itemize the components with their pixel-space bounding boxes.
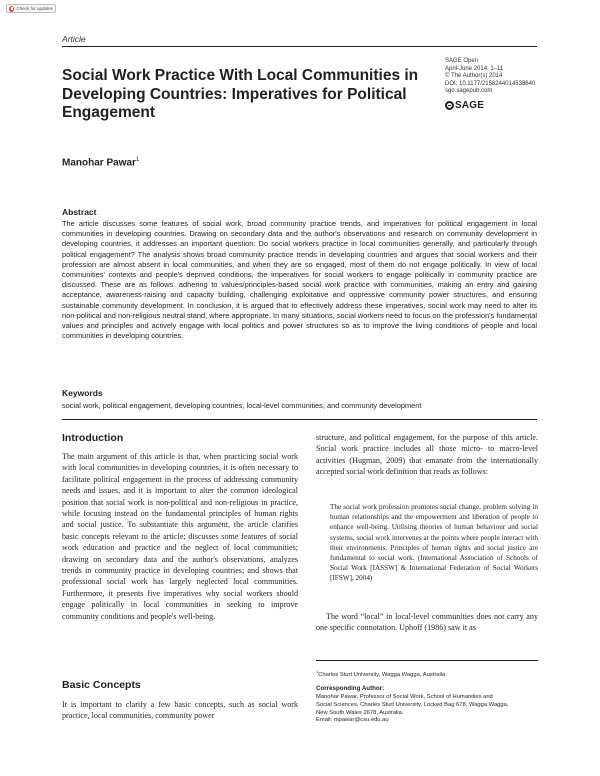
block-quote: The social work profession promotes social change, problem solving in human relationships and the empowerment and liberation of people to enhance well-being. Utilising theories of human behaviour and social systems, social work intervenes at the points where people interact with their environments. Principles of human rights and social justice are fundamental to social work. (International Association of Schools of Social Work [IASSW] & International Federation of Social Workers [IFSW], 2004)	[330, 503, 538, 583]
corresponding-author-heading: Corresponding Author:	[316, 685, 385, 692]
author-name	[62, 157, 139, 168]
keywords-text: social work, political engagement, developing countries, local-level communities, and community development	[62, 401, 422, 410]
badge-label: Check for updates	[16, 6, 53, 11]
author-name-text: Manohar Pawar	[62, 157, 136, 169]
basic-concepts-heading: Basic Concepts	[62, 679, 141, 691]
article-type-label: Article	[62, 34, 86, 44]
paper-title: Social Work Practice With Local Communities in Developing Countries: Imperatives for Political Engagement	[62, 67, 419, 121]
introduction-heading: Introduction	[62, 432, 124, 444]
abstract-heading: Abstract	[62, 207, 97, 217]
author-affiliation-mark: 1	[135, 157, 140, 163]
footnote-divider	[316, 660, 538, 661]
corresponding-author-details	[316, 694, 538, 725]
journal-copyright: © The Author(s) 2014	[445, 73, 503, 80]
abstract-text: The article discusses some features of social work, broad community practice trends, and imperatives for political engagement in local communities in developing countries. Drawing on secondary data and the author's observations and research on community development in developing countries, it addresses an important question: Do social workers practice in local communities generally, and particularly through political engagement? The analysis shows broad community practice trends in developing countries and argues that social workers and their profession are almost absent in local communities, and when they are so engaged, most of them do not engage politically. In view of local communities' contexts and people's deprived conditions, the imperatives for social workers to engage politically in community practice are discussed. These are as follows: adhering to values/principles-based social work practice with communities, making an entry and gaining acceptance, awareness-raising and capacity building, challenging exploitative and oppressive community power structures, and ensuring sustainable community development. In conclusion, it is argued that to effectively address these imperatives, social work may need to alter its non-political and non-religious neutral stand, where appropriate. In many situations, social workers need to focus on the profession's fundamental values and principles and actively engage with local politics and power structures so as to improve the living conditions of people and local communities in developing countries.	[62, 219, 537, 341]
right-column-continuation: structure, and political engagement, for the purpose of this article. Social work practice includes all those micro- to macro-level activities (Hugman, 2009) that emanate from the internationally accepted social work definition that reads as follows:	[316, 433, 538, 477]
affiliation-mark: 1	[316, 669, 319, 674]
corresponding-email[interactable]: Email: mpawar@csu.edu.au	[316, 717, 389, 724]
corresponding-line: Social Sciences, Charles Sturt University, Locked Bag 678, Wagga Wagga,	[316, 701, 509, 708]
sage-logo-text: SAGE	[455, 100, 485, 111]
basic-concepts-text: It is important to clarify a few basic concepts, such as social work practice, local communities, community power	[62, 700, 298, 721]
journal-issue: April-June 2014: 1–11	[445, 65, 504, 72]
sage-logo	[445, 100, 484, 111]
right-column-paragraph: The word “local” in local-level communities does not carry any one specific connotation. Uphoff (1986) saw it as	[316, 612, 538, 633]
keywords-heading: Keywords	[62, 388, 103, 398]
section-divider	[62, 419, 537, 420]
sage-logo-icon	[445, 101, 454, 110]
corresponding-line: New South Wales 2678, Australia.	[316, 709, 404, 716]
journal-name: SAGE Open	[445, 58, 479, 64]
affiliation-text: Charles Sturt University, Wagga Wagga, Australia	[318, 671, 446, 678]
check-for-updates-badge[interactable]	[6, 4, 56, 13]
journal-doi[interactable]: DOI: 10.1177/2158244014538640	[445, 80, 536, 87]
journal-url[interactable]: sgo.sagepub.com	[445, 88, 493, 95]
header-divider	[62, 46, 537, 47]
journal-info	[445, 58, 535, 96]
corresponding-line: Manohar Pawar, Professor of Social Work, School of Humanities and	[316, 694, 493, 700]
introduction-text: The main argument of this article is that, when practicing social work with local communities in developing countries, it is often necessary to facilitate political engagement in the process of addressing community needs and issues, and it is important to alter the common ideological position that social work is non-political and non-religious in practice, while focusing instead on the fundamental principles of human rights and social justice. To substantiate this argument, the article clarifies basic concepts relevant to the article; discusses some features of social work education and practice and the neglect of local communities; drawing on secondary data and the author's observations, analyzes trends in community practice in developing countries; and shows that professional social work has largely neglected local communities. Furthermore, it presents five imperatives why social workers should engage politically in local communities in seeking to improve community conditions and people's well-being.	[62, 452, 298, 621]
check-updates-icon	[9, 6, 14, 12]
author-affiliation	[316, 668, 538, 680]
